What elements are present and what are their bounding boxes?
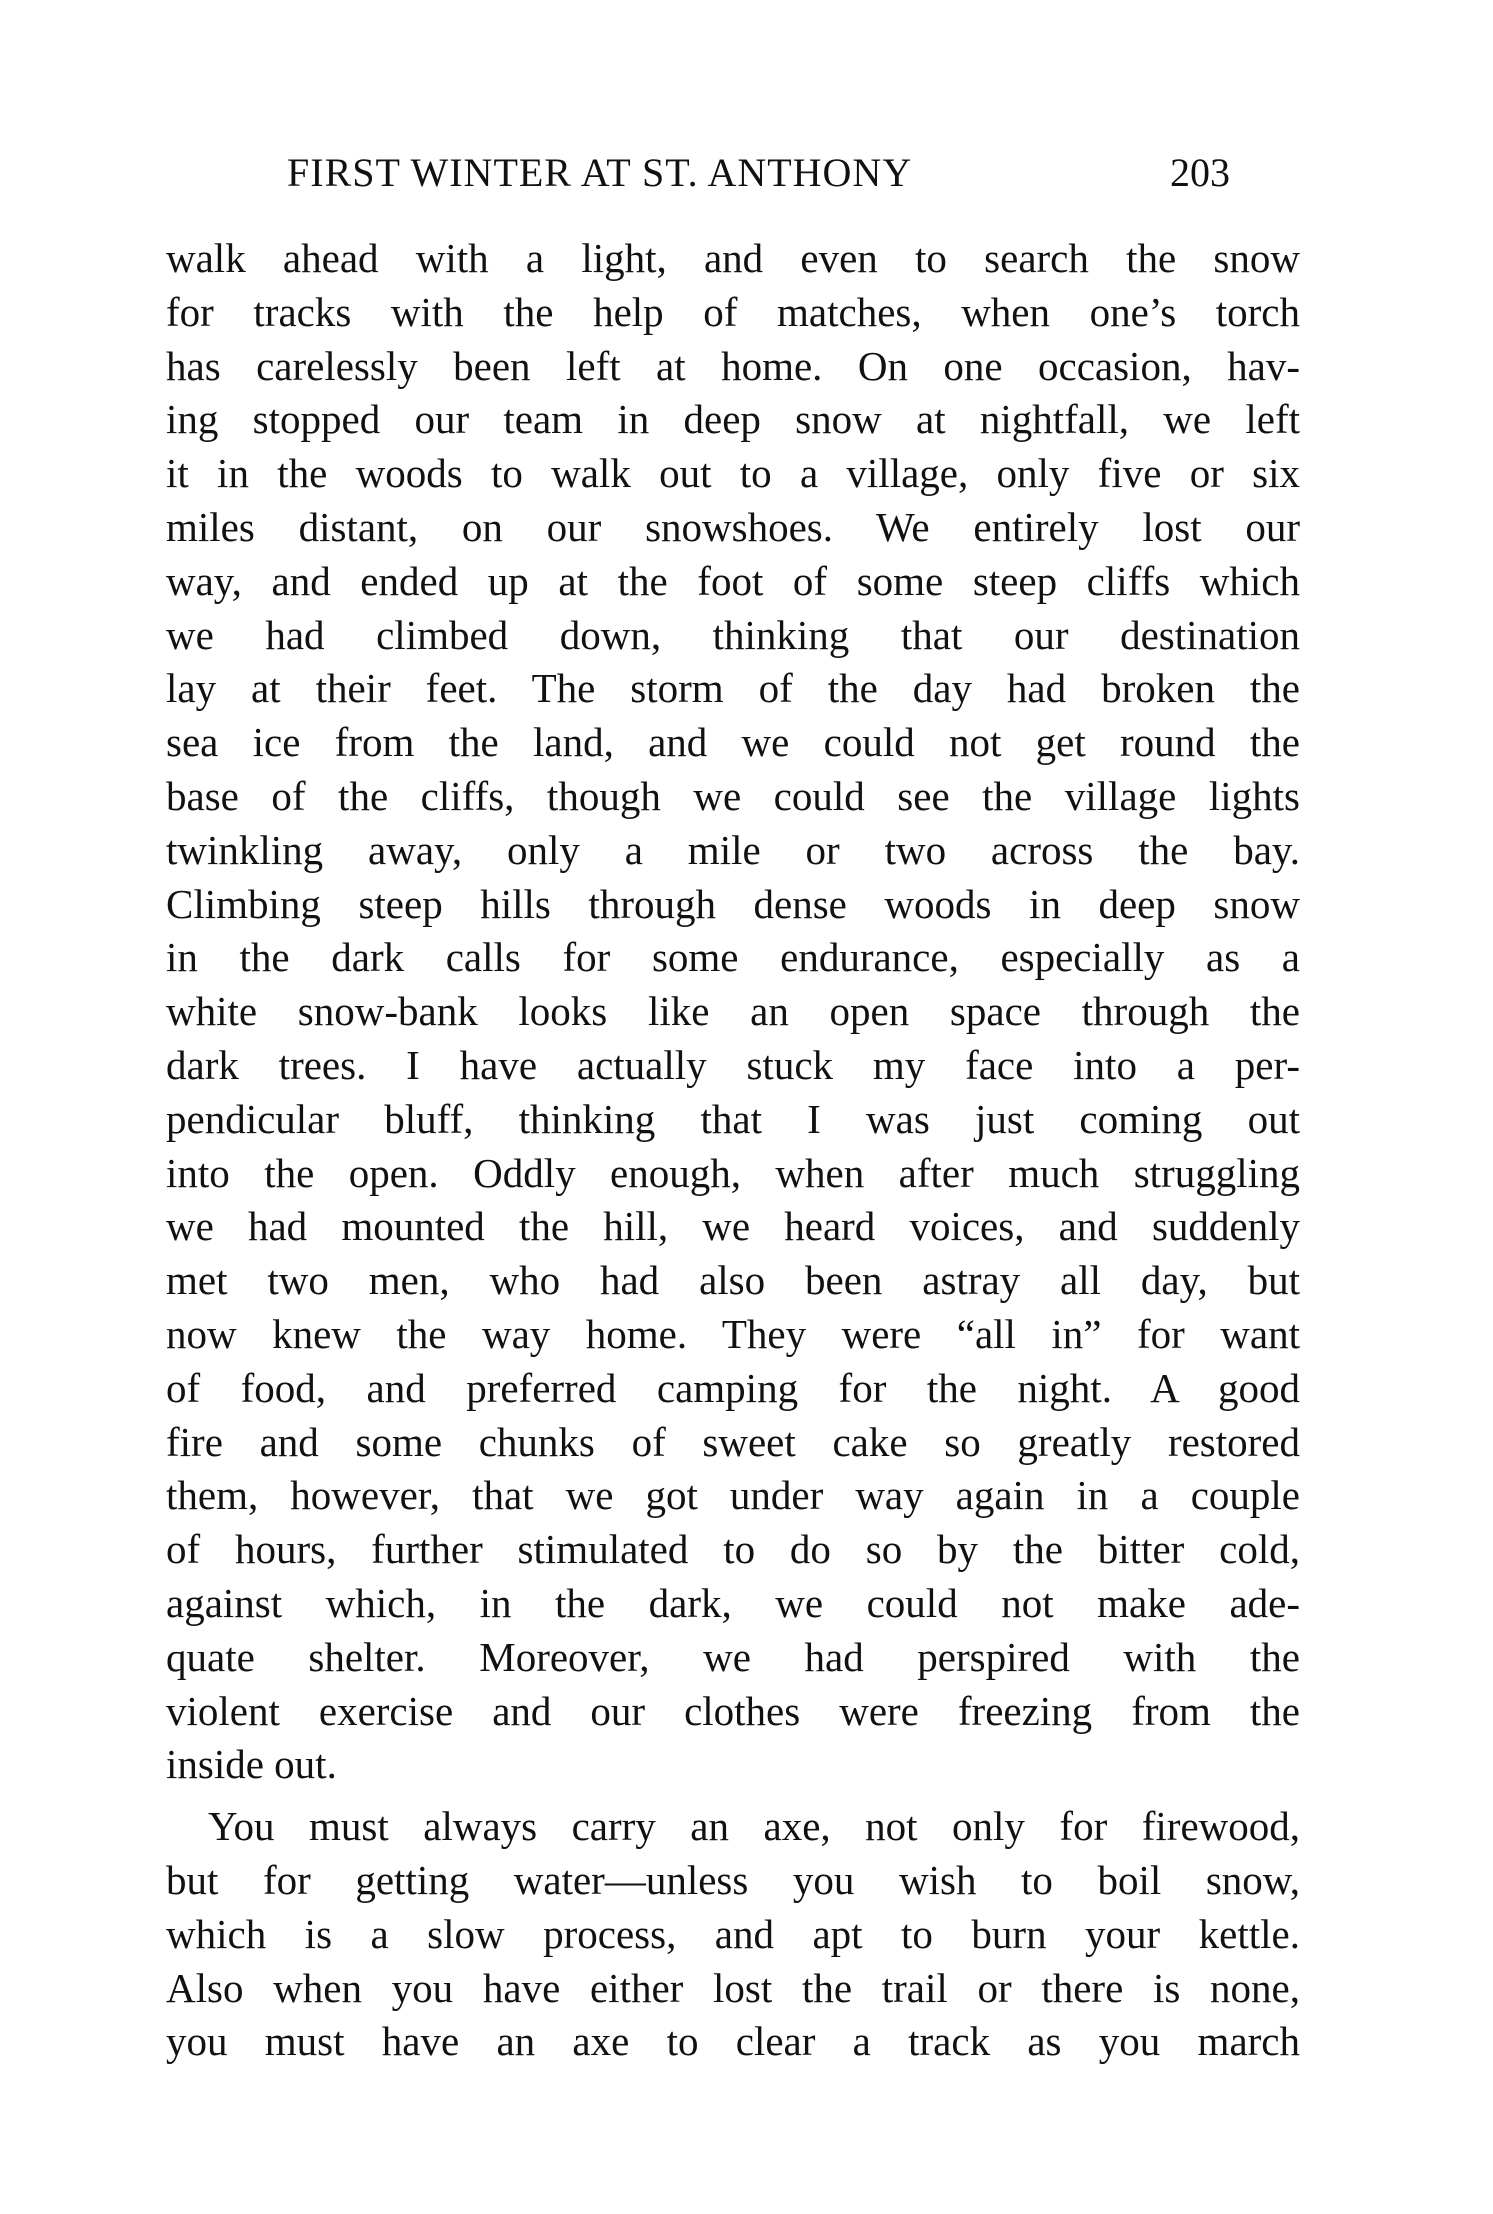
text-line: we had climbed down, thinking that our destination (166, 611, 1300, 658)
text-line: walk ahead with a light, and even to search the snow (166, 235, 1300, 281)
text-line: it in the woods to walk out to a village, only five or six (166, 450, 1300, 497)
text-line: against which, in the dark, we could not make ade- (166, 1579, 1300, 1626)
text-line: miles distant, on our snowshoes. We entirely lost our (166, 503, 1300, 550)
paragraph-gap (166, 1792, 1300, 1800)
running-head (0, 148, 1493, 198)
text-line: base of the cliffs, though we could see the village lights (166, 772, 1300, 819)
text-line: which is a slow process, and apt to burn your kettle. (166, 1910, 1300, 1957)
text-line: lay at their feet. The storm of the day had broken the (166, 665, 1300, 712)
paragraph-2 (166, 1800, 1300, 2069)
text-line: we had mounted the hill, we heard voices, and suddenly (166, 1203, 1300, 1250)
text-line: them, however, that we got under way again in a couple (166, 1472, 1300, 1519)
text-line: into the open. Oddly enough, when after much struggling (166, 1149, 1300, 1196)
text-line: pendicular bluff, thinking that I was just coming out (166, 1095, 1300, 1142)
text-line: quate shelter. Moreover, we had perspired with the (166, 1633, 1300, 1680)
text-line: Also when you have either lost the trail or there is none, (166, 1964, 1300, 2011)
text-line: Climbing steep hills through dense woods in deep snow (166, 880, 1300, 927)
text-line: has carelessly been left at home. On one occasion, hav- (166, 342, 1300, 389)
text-line: sea ice from the land, and we could not get round the (166, 719, 1300, 766)
running-title: FIRST WINTER AT ST. ANTHONY (287, 150, 913, 195)
text-line: of food, and preferred camping for the night. A good (166, 1364, 1300, 1411)
text-line: inside out. (166, 1741, 337, 1788)
page-number: 203 (1170, 150, 1230, 195)
text-line: for tracks with the help of matches, when one’s torch (166, 288, 1300, 335)
text-line: you must have an axe to clear a track as you march (166, 2018, 1300, 2065)
text-line: fire and some chunks of sweet cake so greatly restored (166, 1418, 1300, 1465)
paragraph-1 (166, 232, 1300, 1792)
text-line: way, and ended up at the foot of some steep cliffs which (166, 557, 1300, 604)
text-line: now knew the way home. They were “all in” for want (166, 1310, 1300, 1357)
text-line: ing stopped our team in deep snow at nightfall, we left (166, 396, 1300, 443)
text-line: You must always carry an axe, not only for firewood, (208, 1803, 1300, 1850)
text-line: met two men, who had also been astray all day, but (166, 1257, 1300, 1304)
text-line: white snow-bank looks like an open space through the (166, 988, 1300, 1035)
text-line: but for getting water—unless you wish to boil snow, (166, 1856, 1300, 1903)
text-line: twinkling away, only a mile or two across the bay. (166, 826, 1300, 873)
text-line: dark trees. I have actually stuck my face into a per- (166, 1041, 1300, 1088)
text-line: violent exercise and our clothes were freezing from the (166, 1687, 1300, 1734)
text-line: of hours, further stimulated to do so by the bitter cold, (166, 1526, 1300, 1573)
text-line: in the dark calls for some endurance, especially as a (166, 934, 1300, 981)
body-text (166, 232, 1300, 2069)
